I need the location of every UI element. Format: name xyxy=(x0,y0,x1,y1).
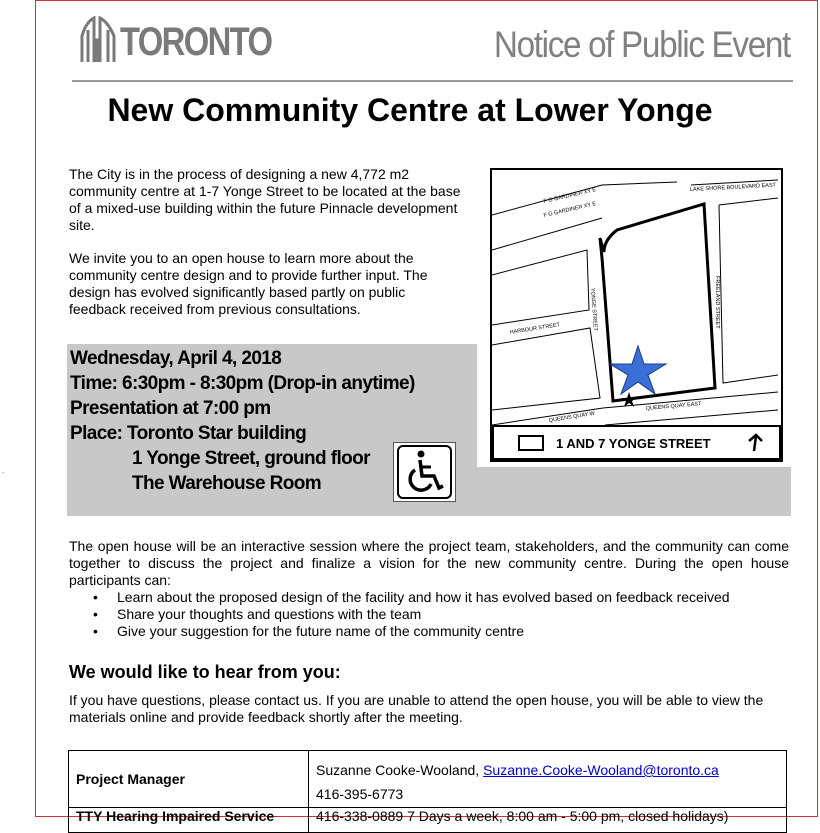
feedback-heading: We would like to hear from you: xyxy=(69,662,341,682)
contact-value: 416-338-0889 7 Days a week, 8:00 am - 5:00 pm, closed holidays) xyxy=(309,808,787,833)
location-star-icon xyxy=(610,346,666,394)
intro-paragraph-1: The City is in the process of designing a new 4,772 m2 community centre at 1-7 Yonge Street to be located at the base of a mixed-use building within the future Pinnacle development site. xyxy=(69,166,461,233)
map-label-freeland: FREELAND STREET xyxy=(714,276,720,329)
map-label-gardiner-1: F G GARDINER XY E xyxy=(543,187,597,205)
table-row xyxy=(69,808,787,833)
event-place: Place: Toronto Star building xyxy=(70,423,307,444)
event-address: 1 Yonge Street, ground floor xyxy=(132,448,370,469)
contact-email-link[interactable]: Suzanne.Cooke-Wooland@toronto.ca xyxy=(483,762,719,778)
contact-value xyxy=(309,751,787,808)
list-item: • Share your thoughts and questions with the team xyxy=(117,606,789,623)
location-map xyxy=(490,168,783,462)
map-label-lakeshore: LAKE SHORE BOULEVARD EAST xyxy=(689,182,777,193)
contact-phone: 416-395-6773 xyxy=(316,786,404,802)
contact-table xyxy=(68,750,787,833)
margin-mark: . xyxy=(2,466,5,475)
list-item: • Give your suggestion for the future name of the community centre xyxy=(117,623,789,640)
city-hall-icon xyxy=(80,16,116,62)
map-label-gardiner-2: F G GARDINER XY E xyxy=(543,201,597,219)
page-title: New Community Centre at Lower Yonge xyxy=(107,92,713,128)
map-label-queens-e: QUEENS QUAY EAST xyxy=(645,401,702,412)
table-row xyxy=(69,751,787,808)
logo-wordmark: TORONTO xyxy=(120,20,272,64)
header-divider xyxy=(72,80,793,82)
map-label-queens-w: QUEENS QUAY W xyxy=(548,410,596,424)
list-item: • Learn about the proposed design of the facility and how it has evolved based on feedback received xyxy=(117,589,789,606)
contact-label: Project Manager xyxy=(69,751,309,808)
notice-heading: Notice of Public Event xyxy=(493,24,790,65)
event-time: Time: 6:30pm - 8:30pm (Drop-in anytime) xyxy=(70,373,415,394)
map-label-yonge: YONGE STREET xyxy=(589,287,598,332)
event-room: The Warehouse Room xyxy=(132,473,322,494)
map-label-harbour: HARBOUR STREET xyxy=(509,322,561,336)
map-drawing xyxy=(492,170,781,460)
description-paragraph: The open house will be an interactive session where the project team, stakeholders, and the community can come together to discuss the project and finalize a vision for the new community centre. During the open house participants can: xyxy=(69,538,789,588)
feedback-text: If you have questions, please contact us. If you are unable to attend the open house, you will be able to view the materials online and provide feedback shortly after the meeting. xyxy=(69,692,764,725)
wheelchair-accessible-icon xyxy=(393,442,456,502)
intro-paragraph-2: We invite you to an open house to learn more about the community centre design and to provide further input. The design has evolved significantly based partly on public feedback received from previous consultations. xyxy=(69,250,428,317)
event-presentation: Presentation at 7:00 pm xyxy=(70,398,271,419)
contact-name: Suzanne Cooke-Wooland, xyxy=(316,762,484,778)
contact-label: TTY Hearing Impaired Service xyxy=(69,808,309,833)
toronto-logo xyxy=(80,14,305,62)
participant-list xyxy=(69,589,789,640)
open-house-description xyxy=(69,538,789,640)
map-legend-label: 1 AND 7 YONGE STREET xyxy=(556,436,711,451)
intro-text xyxy=(69,166,464,334)
event-details xyxy=(70,346,415,496)
event-date: Wednesday, April 4, 2018 xyxy=(70,348,282,369)
